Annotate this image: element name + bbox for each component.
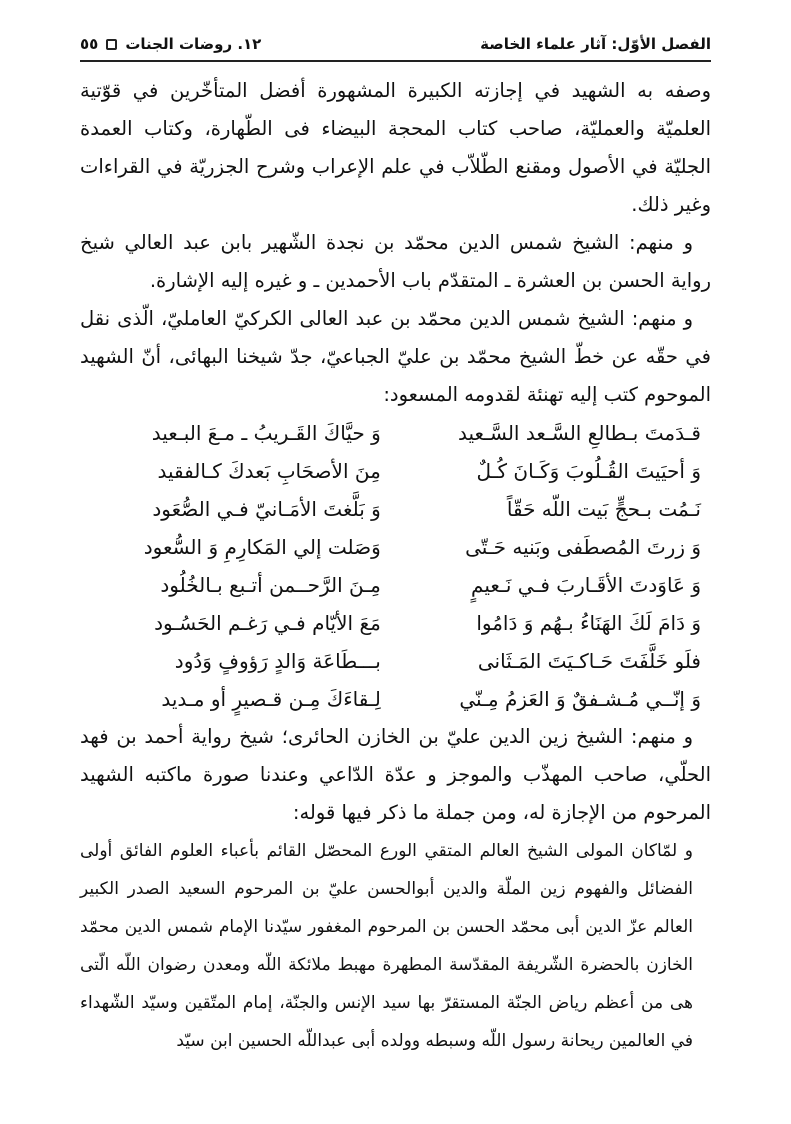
poem-hemistich-left: مِنَ الأصحَابِ بَعدكَ كـالفقيد (157, 459, 381, 483)
page-header (80, 28, 711, 62)
poem-hemistich-right: نَـمُت بـحجٍّ بَيت اللّه حَقّاً (506, 497, 701, 521)
poem-verse (80, 566, 711, 604)
poem-verse (80, 414, 711, 452)
quoted-passage: و لمّاكان المولى الشيخ العالم المتقي الورع المحصّل القائم بأعباء العلوم الفائق أولى الفضائل والفهوم زين الملّة والدين أبوالحسن عليّ بن المرحوم السعيد الصدر الكبير العالم عزّ الدين أبى محمّد الحسن بن المرحوم المغفور سيّدنا الإمام شمس الدين محمّد الخازن بالحضرة الشّريفة المقدّسة المطهرة مهبط ملائكة اللّه ومعدن رضوان اللّه الّتى هى من أعظم رياض الجنّة المستقرّ بها سيد الإنس والجنّة، إمام المتّقين وسيّد الشّهداء في العالمين ريحانة رسول اللّه وسبطه وولده أبى عبداللّه الحسين ابن سيّد (80, 841, 693, 1051)
page-body (80, 72, 711, 1060)
poem-hemistich-left: مِـنَ الرَّحــمن أتـبع بـالخُلُود (160, 573, 381, 597)
poem-hemistich-right: وَ دَامَ لَكَ الهَنَاءُ بـهُم وَ دَامُوا (476, 611, 701, 635)
square-icon (106, 39, 117, 50)
poem-verse (80, 680, 711, 718)
poem-hemistich-left: بـــطَاعَة وَالدٍ رَؤوفٍ وَدُود (174, 649, 381, 673)
poem-verse (80, 490, 711, 528)
poem-hemistich-right: وَ عَاوَدتَ الأقَـاربَ فـي نَـعيمٍ (471, 573, 701, 597)
poem-hemistich-right: فلَو خَلَّفَتَ حَـاكـيَتَ المَـثَانى (477, 649, 701, 673)
poem-hemistich-right: قـدَمتَ بـطالعِ السَّـعد السَّـعيد (457, 421, 701, 445)
poem-verse (80, 452, 711, 490)
paragraph-1: وصفه به الشهيد في إجازته الكبيرة المشهورة أفضل المتأخّرين في قوّتية العلميّة والعمليّة، صاحب كتاب المحجة البيضاء فى الطّهارة، وكتاب العمدة الجليّة في الأصول ومقنع الطّلاّب في علم الإعراب وشرح الجزريّة في القراءات وغير ذلك. (80, 79, 711, 216)
poem-hemistich-right: وَ إنّــي مُـشـفقٌ وَ العَزمُ مِـنّي (459, 687, 701, 711)
poem-hemistich-left: وَ حيَّاكَ القَـريبُ ـ مـعَ البـعيد (151, 421, 381, 445)
poem-hemistich-left: لِـقاءَكَ مِـن قـصيرٍ أو مـديد (161, 687, 381, 711)
poem-hemistich-left: مَعَ الأيّام فـي رَغـم الحَسُـود (154, 611, 381, 635)
poem-hemistich-left: وَصَلت إلي المَكارِمِ وَ السُّعود (143, 535, 381, 559)
poem (80, 414, 711, 718)
poem-hemistich-right: وَ زرتَ المُصطَفى وبَنيه حَـتّى (465, 535, 701, 559)
poem-verse (80, 642, 711, 680)
poem-verse (80, 528, 711, 566)
poem-hemistich-left: وَ بَلَّغتَ الأمَـانيّ فـي الصُّعَود (152, 497, 381, 521)
page-number: ٥٥ (80, 35, 99, 53)
paragraph-4: و منهم: الشيخ زين الدين عليّ بن الخازن الحائرى؛ شيخ رواية أحمد بن فهد الحلّي، صاحب المهذّب والموجز و عدّة الدّاعي وعندنا صورة ماكتبه الشهيد المرحوم من الإجازة له، ومن جملة ما ذكر فيها قوله: (80, 725, 711, 824)
chapter-title: الفصل الأوّل: آثار علماء الخاصة (480, 35, 711, 53)
header-section-group (80, 35, 261, 53)
paragraph-2: و منهم: الشيخ شمس الدين محمّد بن نجدة الشّهير بابن عبد العالي شيخ رواية الحسن بن العشرة ـ المتقدّم باب الأحمدين ـ و غيره إليه الإشارة. (80, 231, 711, 292)
poem-verse (80, 604, 711, 642)
paragraph-3: و منهم: الشيخ شمس الدين محمّد بن عبد العالى الكركيّ العامليّ، الّذى نقل في حقّه عن خطّ الشيخ محمّد بن عليّ الجباعيّ، جدّ شيخنا البهائى، أنّ الشهيد الموحوم كتب إليه تهنئة لقدومه المسعود: (80, 307, 711, 406)
poem-hemistich-right: وَ أحيَيتَ القُـلُوبَ وَكَـانَ كُـلٌ (476, 459, 701, 483)
section-title: ١٢. روضات الجنات (125, 35, 262, 53)
